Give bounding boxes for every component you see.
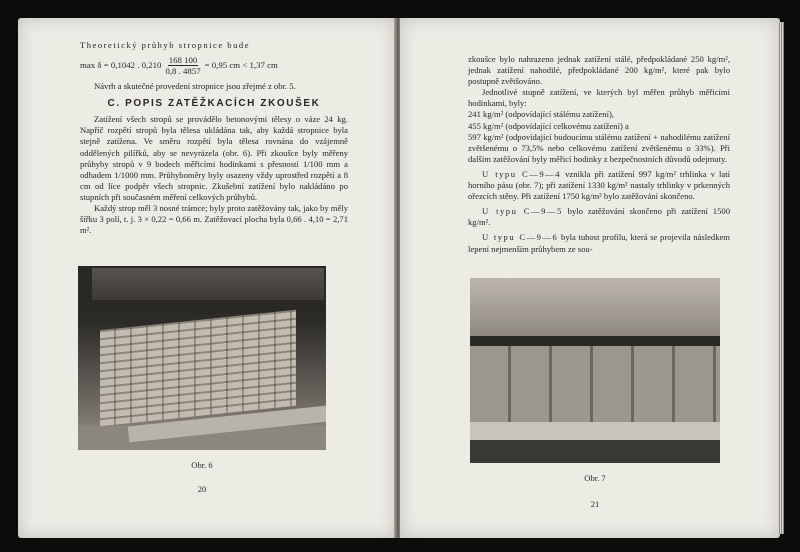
design-note: Návrh a skutečné provedení stropnice jsou zřejmé z obr. 5. bbox=[94, 81, 296, 92]
paragraph: Zatížení všech stropů se provádělo betonovými tělesy o váze 24 kg. Napříč rozpětí stropů byla tělesa ukládána tak, aby každá stropnice byla stejně zatížena. Ve směru rozpětí byla tělesa rovnána do vzájemně oddělených pilířků, aby se nevyrázela (obr. 6). Při zkoušce byly měřeny průhyby stropů v 9 bodech měřicími hodinkami s přesností 1/100 mm a odhadem 1/1000 mm. Průhyboměry byly osazeny vždy uprostřed rozpětí a 8 cm od líce podpěr všech stropnic. Zkušební zatížení bylo nakládáno po stupních při současném měření celkových průhybů. bbox=[80, 114, 348, 202]
type-label: U typu C—9—6 bbox=[482, 232, 559, 243]
figure-caption: Obr. 6 bbox=[191, 460, 213, 470]
photo-load-test-stack bbox=[78, 266, 326, 450]
type-text: byla tuhost profilu, která se projevila následkem lepení nejmenším průhybem ze sou- bbox=[468, 232, 730, 254]
paragraph: Jednotlivé stupně zatížení, ve kterých byl měřen průhyb měřicími hodinkami, byly: bbox=[468, 87, 730, 109]
deflection-intro: Theoretický průhyb stropnice bude bbox=[80, 40, 251, 50]
load-line: 455 kg/m² (odpovídající celkovému zatížení) a bbox=[468, 120, 629, 131]
formula-numerator: 168 100 bbox=[168, 55, 198, 66]
formula-fraction bbox=[165, 55, 200, 76]
left-page-text bbox=[80, 40, 348, 236]
deflection-formula bbox=[80, 55, 348, 76]
load-line: 597 kg/m² (odpovídající budoucímu stálému zatížení + nahodilému zatížení zvětšenému o 73,5% nebo celkovému zatížení zvětšenému o 33%). Při dalším zatěžování byly měřicí hodinky z bezpečnostních důvodů odejmuty. bbox=[468, 131, 730, 164]
type-text: vznikla při zatížení 997 kg/m² trhlinka v latí horního pásu (obr. 7); při zatížení 1330 kg/m² nastaly trhlinky v prkenných ořezcích stěny. Při zatížení 1750 kg/m² bylo zatěžování skončeno. bbox=[468, 168, 730, 202]
type-label: U typu C—9—4 bbox=[482, 168, 562, 179]
type-paragraph bbox=[468, 206, 730, 228]
type-paragraph bbox=[468, 232, 730, 254]
formula-suffix: = 0,95 cm < 1,37 cm bbox=[204, 60, 278, 71]
right-page bbox=[400, 18, 780, 538]
formula-prefix: max δ = 0,1042 . 0,210 bbox=[80, 60, 162, 71]
type-label: U typu C—9—5 bbox=[482, 206, 563, 217]
figure-caption: Obr. 7 bbox=[584, 473, 606, 483]
right-page-text bbox=[468, 54, 730, 255]
type-text: bylo zatěžování skončeno při zatížení 1500 kg/m². bbox=[468, 206, 730, 228]
paragraph: zkoušce bylo nahrazeno jednak zatížení stálé, předpokládané 250 kg/m², jednak zatížení nahodilé, předpokládané 200 kg/m², které pak bylo postupně zvětšováno. bbox=[468, 54, 730, 87]
page-number: 20 bbox=[197, 484, 207, 494]
photo-crack-detail bbox=[470, 278, 720, 463]
page-edges bbox=[778, 22, 784, 534]
type-paragraph bbox=[468, 169, 730, 202]
page-number: 21 bbox=[590, 499, 600, 509]
formula-denominator: 0,8 . 4857 bbox=[165, 66, 201, 77]
load-line: 241 kg/m² (odpovídající stálému zatížení), bbox=[468, 109, 615, 120]
left-page bbox=[18, 18, 396, 538]
section-heading: C. POPIS ZATĚŽKACÍCH ZKOUŠEK bbox=[107, 98, 321, 110]
paragraph: Každý strop měl 3 nosné trámce; byly proto zatěžovány tak, jako by měly šířku 3 polí, t. j. 3 × 0,22 = 0,66 m. Zatěžovací plocha byla 0,66 . 4,10 = 2,71 m². bbox=[80, 203, 348, 236]
